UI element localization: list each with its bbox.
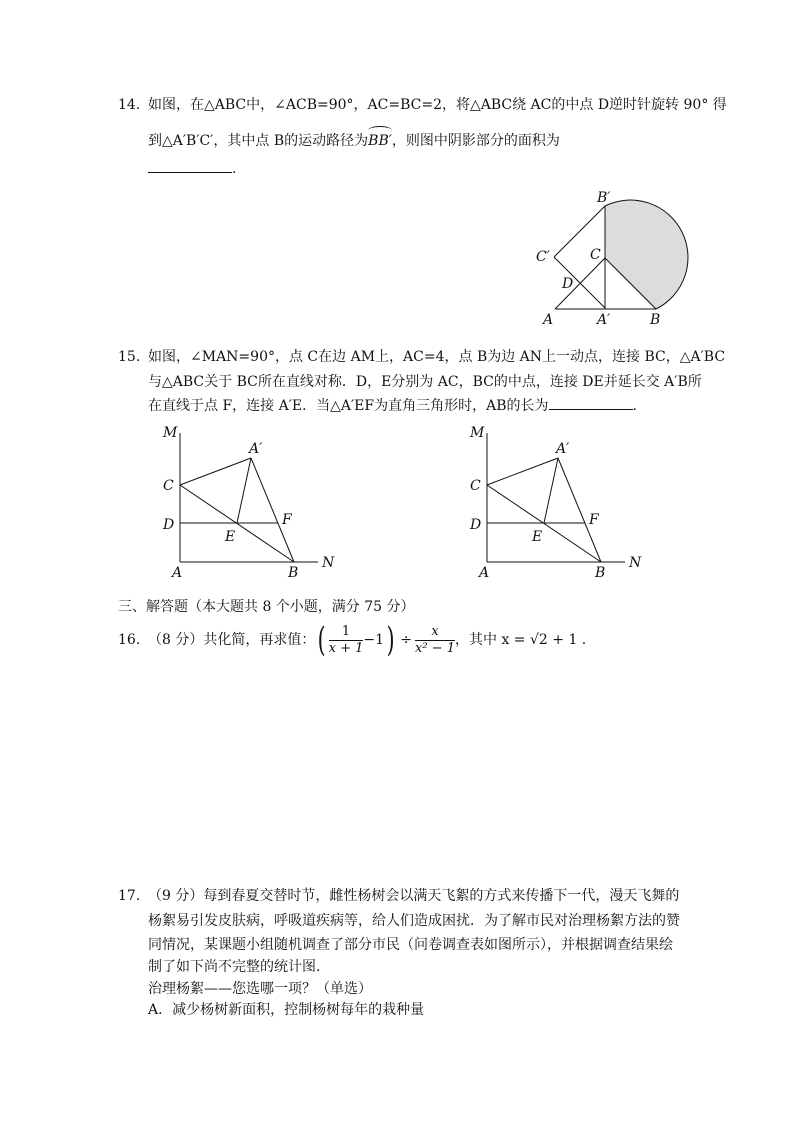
q14-text-2b: ，则图中阴影部分的面积为 xyxy=(391,133,560,149)
label-A-prime: A′ xyxy=(249,441,263,457)
label-E: E xyxy=(532,529,543,545)
q16-number: 16. xyxy=(118,632,141,648)
left-paren-icon: ( xyxy=(318,620,326,660)
q17-line5: 治理杨絮——您选哪一项？（单选） xyxy=(148,981,372,997)
q16-line xyxy=(118,620,587,660)
label-F: F xyxy=(589,512,599,528)
q14-number: 14. xyxy=(118,97,141,113)
q14-arc-label: BB′ xyxy=(368,128,392,150)
q17-number: 17. xyxy=(118,888,141,904)
q14-text-1: 如图，在△ABC中，∠ACB=90°，AC=BC=2，将△ABC绕 AC的中点 D逆时针旋转 90° 得 xyxy=(148,97,727,113)
label-A: A xyxy=(543,312,554,328)
q14-line2 xyxy=(148,128,560,150)
label-E: E xyxy=(225,529,236,545)
figure-15-left xyxy=(158,420,348,585)
arc-mark-icon xyxy=(368,126,392,135)
q15-text-1: 如图，∠MAN=90°，点 C在边 AM上，AC=4，点 B为边 AN上一动点，连接 BC，△A′BC xyxy=(148,349,726,365)
q14-line1 xyxy=(118,96,727,114)
q17-text-1: （9 分）每到春夏交替时节，雌性杨树会以满天飞絮的方式来传播下一代，漫天飞舞的 xyxy=(148,888,680,904)
q15-text-3: 在直线于点 F，连接 A′E．当△A′EF为直角三角形时，AB的长为 xyxy=(148,398,549,414)
q16-prefix: （8 分）共化简，再求值： xyxy=(148,632,316,648)
q15-line1 xyxy=(118,348,725,366)
q17-line2: 杨絮易引发皮肤病，呼吸道疾病等，给人们造成困扰．为了解市民对治理杨絮方法的赞 xyxy=(148,913,680,929)
q16-fraction-2: $\frac{x}{\text{x² − 1}}$ xyxy=(415,623,456,656)
label-A-prime: A′ xyxy=(597,312,611,328)
label-B: B xyxy=(650,312,661,328)
label-M: M xyxy=(470,425,485,441)
label-C: C xyxy=(163,478,174,494)
section-3-heading: 三、解答题（本大题共 8 个小题，满分 75 分） xyxy=(118,599,415,615)
q15-line3 xyxy=(148,397,637,415)
q17-line6: A．减少杨树新面积，控制杨树每年的栽种量 xyxy=(148,1002,425,1018)
q14-period: . xyxy=(232,161,237,177)
label-D: D xyxy=(163,517,175,533)
label-B-prime: B′ xyxy=(597,190,611,206)
q16-suffix: ，其中 x = √2 + 1 . xyxy=(455,632,587,648)
q14-answer-line xyxy=(148,160,236,178)
label-C: C xyxy=(590,247,601,263)
q14-text-2a: 到△A′B′C′，其中点 B的运动路径为 xyxy=(148,133,369,149)
label-D: D xyxy=(470,517,482,533)
q15-line2 xyxy=(148,373,702,391)
q17-line1 xyxy=(118,887,679,905)
label-A-prime: A′ xyxy=(556,441,570,457)
label-F: F xyxy=(282,512,292,528)
q15-period: . xyxy=(632,398,637,414)
q15-number: 15. xyxy=(118,349,141,365)
q16-divide: ÷ xyxy=(400,632,413,648)
q17-line4: 制了如下尚不完整的统计图． xyxy=(148,959,330,975)
label-M: M xyxy=(163,425,178,441)
q14-answer-blank[interactable] xyxy=(148,172,232,173)
figure-14 xyxy=(530,190,670,330)
q16-fraction-1: $\frac{1}{x + 1}$ xyxy=(328,623,364,656)
label-A: A xyxy=(479,565,490,581)
label-C-prime: C′ xyxy=(536,249,550,265)
label-D: D xyxy=(562,276,574,292)
figure-15-right xyxy=(465,420,655,585)
label-B: B xyxy=(595,565,606,581)
label-B: B xyxy=(288,565,299,581)
label-C: C xyxy=(470,478,481,494)
q17-line3: 同情况，某课题小组随机调查了部分市民（问卷调查表如图所示），并根据调查结果绘 xyxy=(148,937,673,953)
right-paren-icon: ) xyxy=(386,620,395,660)
q15-answer-blank[interactable] xyxy=(549,409,633,410)
q15-text-2: 与△ABC关于 BC所在直线对称．D，E分别为 AC，BC的中点，连接 DE并延长交 A′B所 xyxy=(148,374,702,390)
shaded-region xyxy=(605,200,688,309)
q16-minus-one: −1 xyxy=(363,632,385,648)
label-N: N xyxy=(629,555,642,571)
label-N: N xyxy=(322,555,335,571)
label-A: A xyxy=(172,565,183,581)
